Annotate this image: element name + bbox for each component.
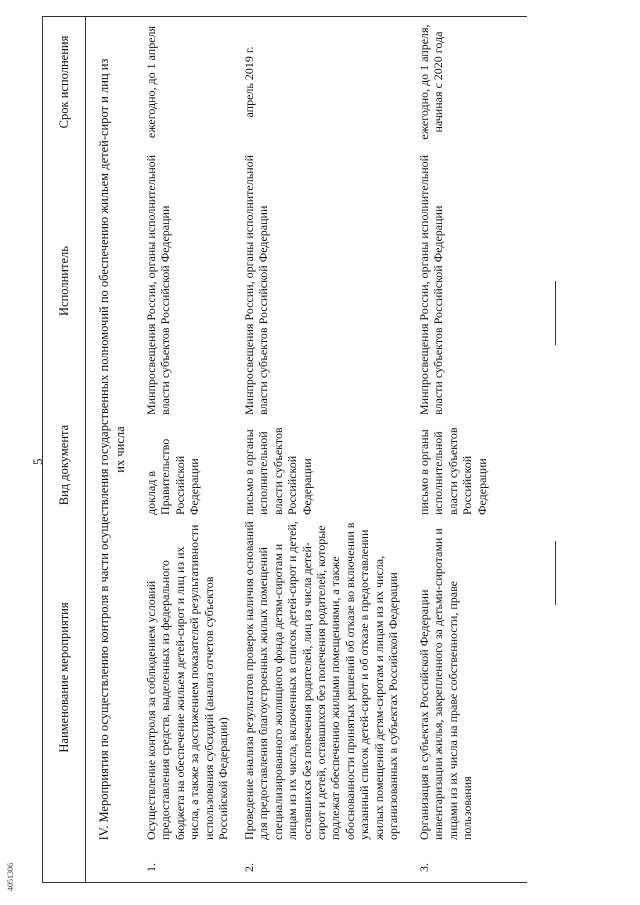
- row-name: Организация в субъектах Российской Федерации инвентаризации жилья, закрепленного за детьми-сиротами и лицами из их числа на праве собственности, праве пользования: [417, 528, 475, 840]
- separator-line: [555, 541, 556, 605]
- row-document: письмо в органы исполнительной власти субъектов Российской Федерации: [417, 427, 489, 515]
- table-row: [417, 17, 527, 882]
- measures-table: [42, 16, 527, 883]
- row-executor: Минпросвещения России, органы исполнительной власти субъектов Российской Федерации: [144, 154, 173, 415]
- row-deadline: ежегодно, до 1 апреля, начиная с 2020 года: [417, 24, 446, 140]
- row-document: доклад в Правительство Российской Федерации: [144, 438, 202, 515]
- row-number: 1.: [144, 863, 158, 872]
- row-name: Проведение анализа результатов проверок наличия оснований для предоставления благоустроенных жилых помещений специализированного жилищного фонда детям-сиротам и лицам из их числа, включенных в список детей-сирот и детей, оставшихся без попечения родителей, лиц из числа детей-сирот и детей, оставшихся без попечения родителей, которые подлежат обеспечению жилыми помещениями, а также обоснованности принятых решений об отказе во включении в указанный список детей-сирот и об отказе в предоставлении жилых помещений детям-сиротам и лицам из их числа, организованных в субъектах Российской Федерации: [242, 521, 401, 840]
- separator-line: [555, 281, 556, 345]
- row-executor: Минпросвещения России, органы исполнительной власти субъектов Российской Федерации: [417, 154, 446, 415]
- table-row: [242, 17, 417, 882]
- row-number: 2.: [242, 863, 256, 872]
- table-row: [144, 17, 242, 882]
- document-id: 4051306: [6, 863, 15, 891]
- header-executor: Исполнитель: [56, 246, 71, 316]
- row-number: 3.: [417, 863, 431, 872]
- page-number: 5: [30, 458, 45, 465]
- row-deadline: апрель 2019 г.: [242, 46, 256, 118]
- section-title: IV. Мероприятия по осуществлению контроля в части осуществления государственных полномочий по обеспечению жильем детей-сирот и лиц из их числа: [97, 58, 127, 841]
- row-executor: Минпросвещения России, органы исполнительной власти субъектов Российской Федерации: [242, 154, 271, 415]
- header-deadline: Срок исполнения: [56, 35, 71, 129]
- header-document: Вид документа: [56, 424, 71, 506]
- table-header: [42, 17, 86, 882]
- row-name: Осуществление контроля за соблюдением условий предоставления средств, выделенных из федерального бюджета на обеспечение жильем детей-сирот и лиц из их числа, а также за достижением показателей результативности использования субсидий (анализ отчетов субъектов Российской Федерации): [144, 524, 231, 840]
- row-document: письмо в органы исполнительной власти субъектов Российской Федерации: [242, 427, 314, 515]
- row-deadline: ежегодно, до 1 апреля: [144, 25, 158, 139]
- header-name: Наименование мероприятия: [56, 602, 71, 753]
